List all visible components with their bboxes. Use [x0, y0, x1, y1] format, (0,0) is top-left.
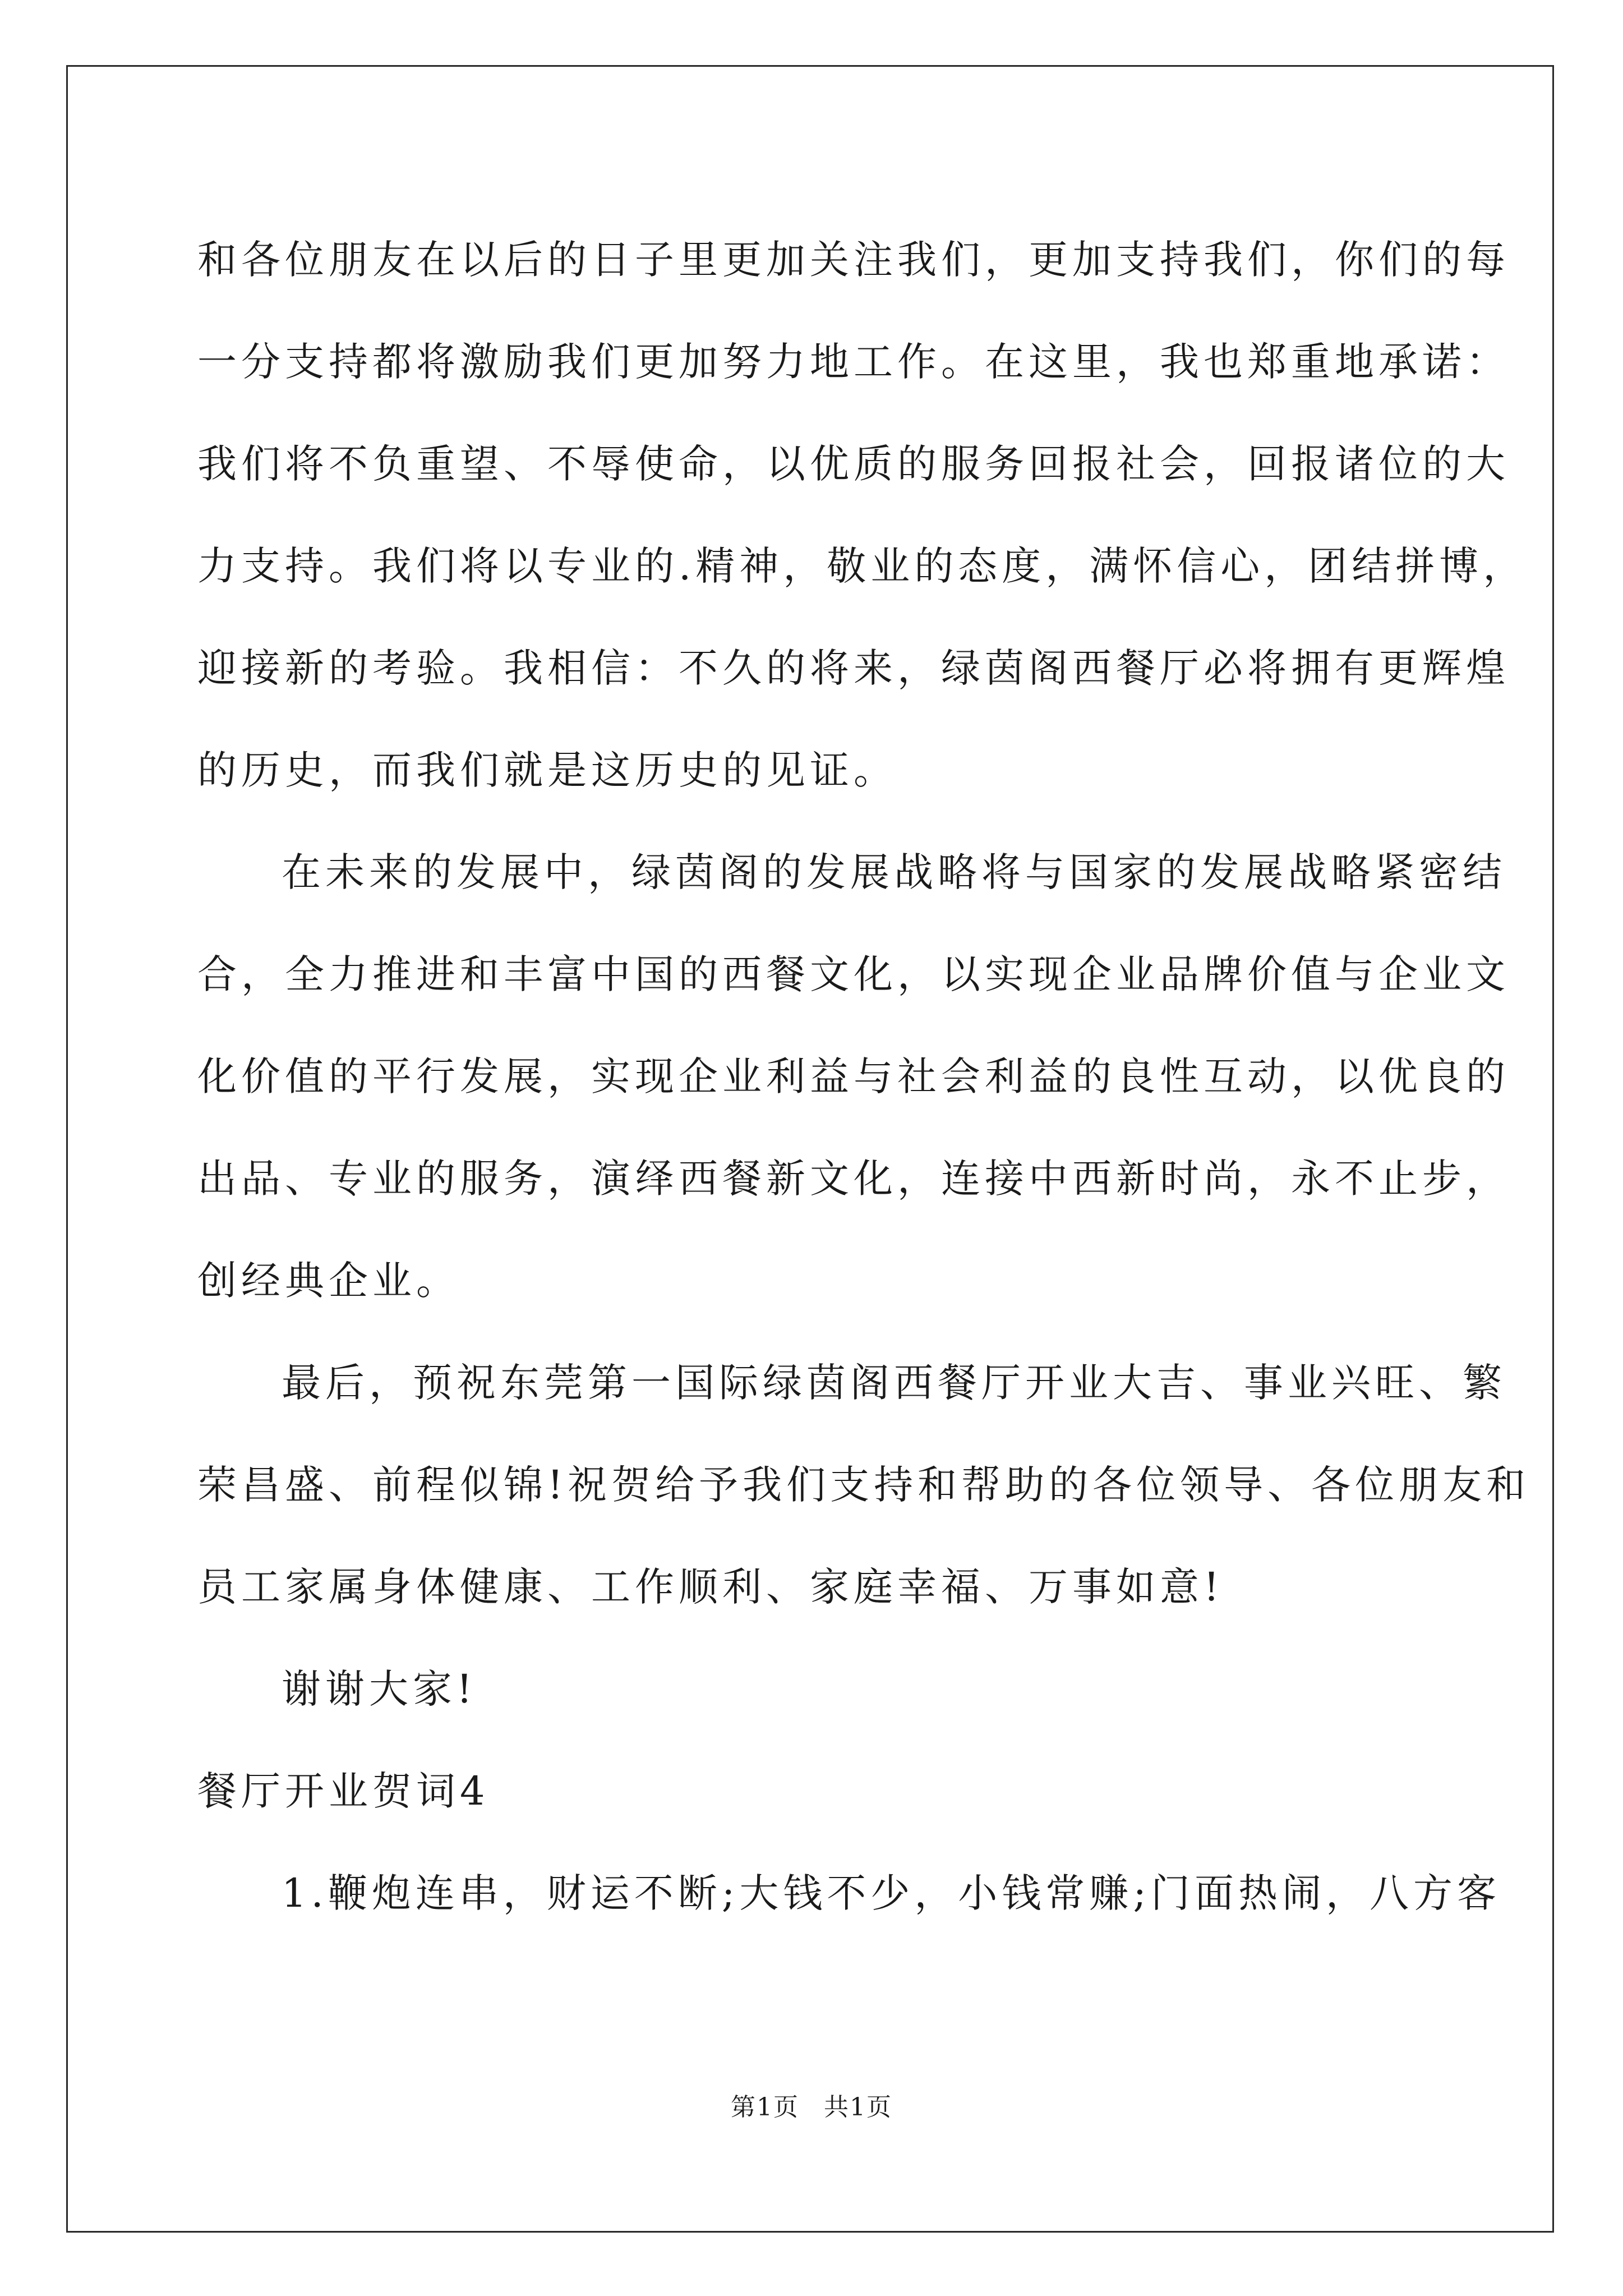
closing-line: 谢谢大家! [282, 1666, 477, 1712]
document-body [197, 209, 1530, 1944]
paragraph-start-line: 最后，预祝东莞第一国际绿茵阁西餐厅开业大吉、事业兴旺、繁 [282, 1360, 1506, 1406]
text-line: 创经典企业。 [197, 1258, 460, 1304]
page-number-total: 共1页 [824, 2093, 892, 2122]
text-line: 一分支持都将激励我们更加努力地工作。在这里，我也郑重地承诺： [197, 339, 1510, 385]
text-line: 荣昌盛、前程似锦!祝贺给予我们支持和帮助的各位领导、各位朋友和 [197, 1462, 1530, 1508]
section-heading: 餐厅开业贺词4 [197, 1768, 490, 1814]
text-line: 和各位朋友在以后的日子里更加关注我们，更加支持我们，你们的每 [197, 237, 1510, 283]
text-line: 出品、专业的服务，演绎西餐新文化，连接中西新时尚，永不止步， [197, 1156, 1510, 1202]
text-line: 的历史，而我们就是这历史的见证。 [197, 747, 897, 793]
text-line: 合，全力推进和丰富中国的西餐文化，以实现企业品牌价值与企业文 [197, 951, 1510, 997]
page-footer [0, 2087, 1623, 2123]
list-item-line: 1.鞭炮连串，财运不断;大钱不少，小钱常赚;门面热闹，八方客 [282, 1870, 1501, 1916]
text-line: 化价值的平行发展，实现企业利益与社会利益的良性互动，以优良的 [197, 1053, 1510, 1099]
text-line: 力支持。我们将以专业的.精神，敬业的态度，满怀信心，团结拼博， [197, 543, 1527, 589]
text-line: 我们将不负重望、不辱使命，以优质的服务回报社会，回报诸位的大 [197, 441, 1510, 487]
page-number-current: 第1页 [731, 2093, 799, 2122]
paragraph-start-line: 在未来的发展中，绿茵阁的发展战略将与国家的发展战略紧密结 [282, 849, 1506, 895]
text-line: 员工家属身体健康、工作顺利、家庭幸福、万事如意! [197, 1564, 1224, 1610]
text-line: 迎接新的考验。我相信：不久的将来，绿茵阁西餐厅必将拥有更辉煌 [197, 645, 1510, 691]
